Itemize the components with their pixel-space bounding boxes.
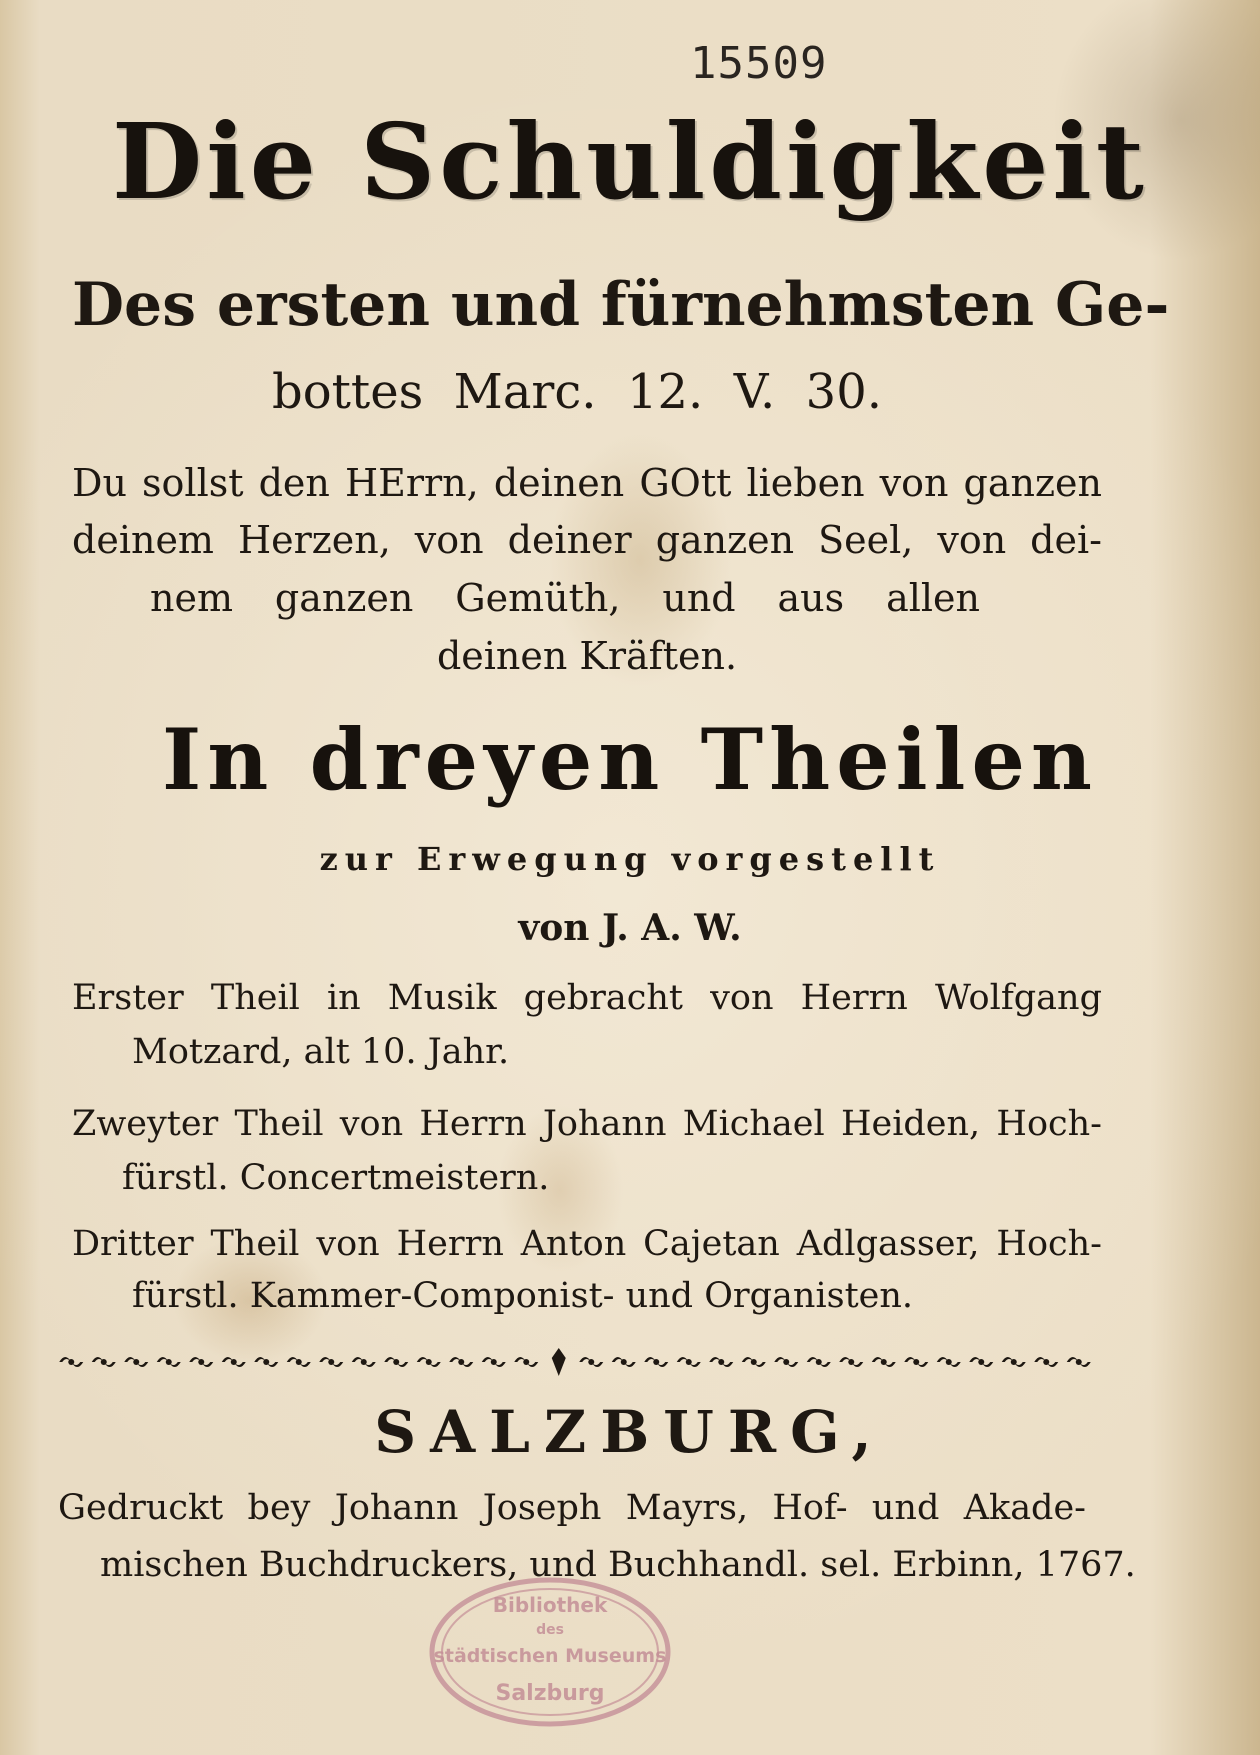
ornament-dot bbox=[231, 1359, 237, 1365]
presented-line: zur Erwegung vorgestellt bbox=[319, 840, 941, 878]
ornament-dot bbox=[491, 1359, 497, 1365]
part-1-line-2: Motzard, alt 10. Jahr. bbox=[132, 1032, 510, 1072]
verse-line-2: deinem Herzen, von deiner ganzen Seel, von dei- bbox=[72, 518, 1102, 562]
subtitle-line-1: Des ersten und fürnehmsten Ge- bbox=[72, 270, 1170, 340]
ornament-dot bbox=[361, 1359, 367, 1365]
ornament-dot bbox=[588, 1359, 594, 1365]
page-title: Die Schuldigkeit bbox=[112, 100, 1148, 223]
ornament-dot bbox=[426, 1359, 432, 1365]
ornament-dot bbox=[328, 1359, 334, 1365]
ornament-dot bbox=[296, 1359, 302, 1365]
part-2-line-2: fürstl. Concertmeistern. bbox=[122, 1158, 550, 1198]
verse-line-4: deinen Kräften. bbox=[436, 634, 738, 678]
ornament-dot bbox=[101, 1359, 107, 1365]
ornament-dot bbox=[881, 1359, 887, 1365]
verse-line-1: Du sollst den HErrn, deinen GOtt lieben von ganzen bbox=[72, 461, 1102, 505]
ornament-dot bbox=[393, 1359, 399, 1365]
ornament-dot bbox=[458, 1359, 464, 1365]
ornament-dot bbox=[263, 1359, 269, 1365]
subtitle-line-2: bottes Marc. 12. V. 30. bbox=[272, 364, 882, 420]
ornament-dot bbox=[621, 1359, 627, 1365]
ornament-dot bbox=[816, 1359, 822, 1365]
ornament-dot bbox=[783, 1359, 789, 1365]
ornament-dot bbox=[1076, 1359, 1082, 1365]
ornament-dot bbox=[198, 1359, 204, 1365]
part-3-line-1: Dritter Theil von Herrn Anton Cajetan Adlgasser, Hoch- bbox=[72, 1224, 1102, 1264]
ornament-dot bbox=[1043, 1359, 1049, 1365]
part-2-line-1: Zweyter Theil von Herrn Johann Michael Heiden, Hoch- bbox=[72, 1104, 1102, 1144]
ornament-dot bbox=[913, 1359, 919, 1365]
stamp-line-1: Bibliothek bbox=[492, 1593, 608, 1617]
library-stamp bbox=[425, 1572, 675, 1732]
verse-line-3: nem ganzen Gemüth, und aus allen bbox=[150, 576, 980, 620]
imprint-line-2: mischen Buchdruckers, und Buchhandl. sel. Erbinn, 1767. bbox=[100, 1545, 1136, 1585]
section-heading: In dreyen Theilen bbox=[162, 710, 1098, 809]
imprint-line-1: Gedruckt bey Johann Joseph Mayrs, Hof- und Akade- bbox=[58, 1488, 1086, 1528]
ornament-dot bbox=[133, 1359, 139, 1365]
ornament-center-fleuron bbox=[552, 1348, 566, 1376]
part-3-line-2: fürstl. Kammer-Componist- und Organisten. bbox=[132, 1276, 914, 1316]
ornament-dot bbox=[166, 1359, 172, 1365]
ornament-dot bbox=[978, 1359, 984, 1365]
stamp-line-4: Salzburg bbox=[495, 1681, 605, 1706]
catalog-number: 15509 bbox=[690, 38, 828, 89]
author-line: von J. A. W. bbox=[518, 907, 742, 949]
ornament-dot bbox=[946, 1359, 952, 1365]
ornament-dot bbox=[751, 1359, 757, 1365]
stamp-line-3: städtischen Museums bbox=[433, 1645, 667, 1667]
city-line: SALZBURG, bbox=[374, 1398, 886, 1466]
ornament-dot bbox=[848, 1359, 854, 1365]
ornament-dot bbox=[523, 1359, 529, 1365]
ornament-dot bbox=[68, 1359, 74, 1365]
ornament-dot bbox=[1011, 1359, 1017, 1365]
part-1-line-1: Erster Theil in Musik gebracht von Herrn Wolfgang bbox=[72, 978, 1102, 1018]
ornament-dot bbox=[718, 1359, 724, 1365]
ornament-rule bbox=[55, 1342, 1095, 1382]
ornament-dot bbox=[686, 1359, 692, 1365]
ornament-dot bbox=[653, 1359, 659, 1365]
stamp-line-2: des bbox=[536, 1622, 564, 1638]
